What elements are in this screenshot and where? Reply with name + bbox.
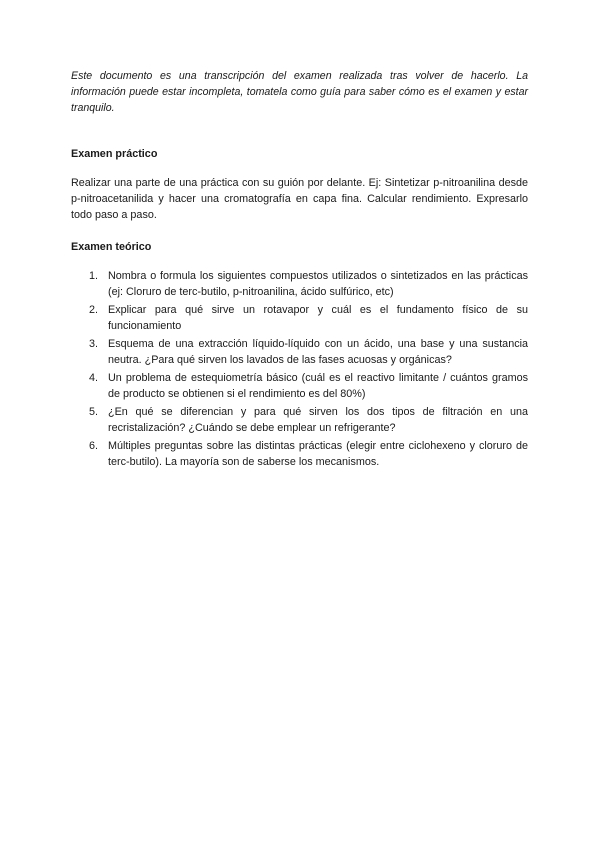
theory-exam-heading: Examen teórico [71,241,152,253]
question-item [71,336,528,368]
practical-exam-description: Realizar una parte de una práctica con su guión por delante. Ej: Sintetizar p-nitroanilina desde p-nitroacetanilida y hacer una cromatografía en capa fina. Calcular rendimiento. Expresarlo todo paso a paso. [71,177,528,221]
question-text: Explicar para qué sirve un rotavapor y cuál es el fundamento físico de su funcionamiento [108,304,528,332]
question-number: 6. [89,440,99,452]
question-text: Un problema de estequiometría básico (cuál es el reactivo limitante / cuántos gramos de producto se obtienen si el rendimiento es del 80%) [108,372,528,400]
intro-note: Este documento es una transcripción del examen realizada tras volver de hacerlo. La información puede estar incompleta, tomatela como guía para saber cómo es el examen y estar tranquilo. [71,70,528,114]
question-item [71,370,528,402]
question-item [71,268,528,300]
question-text: ¿En qué se diferencian y para qué sirven los dos tipos de filtración en una recristalización? ¿Cuándo se debe emplear un refrigerante? [108,406,528,434]
theory-question-list [71,268,528,470]
question-number: 5. [89,406,99,418]
question-number: 3. [89,338,99,350]
question-number: 2. [89,304,99,316]
practical-exam-heading: Examen práctico [71,148,158,160]
question-text: Esquema de una extracción líquido-líquido con un ácido, una base y una sustancia neutra. ¿Para qué sirven los lavados de las fases acuosas y orgánicas? [108,338,528,366]
question-text: Nombra o formula los siguientes compuestos utilizados o sintetizados en las prácticas (ej: Cloruro de terc-butilo, p-nitroanilina, ácido sulfúrico, etc) [108,270,528,298]
question-number: 4. [89,372,99,384]
question-text: Múltiples preguntas sobre las distintas prácticas (elegir entre ciclohexeno y cloruro de terc-butilo). La mayoría son de saberse los mecanismos. [108,440,528,468]
document-content [71,68,528,472]
question-item [71,302,528,334]
question-item [71,438,528,470]
question-item [71,404,528,436]
question-number: 1. [89,270,99,282]
